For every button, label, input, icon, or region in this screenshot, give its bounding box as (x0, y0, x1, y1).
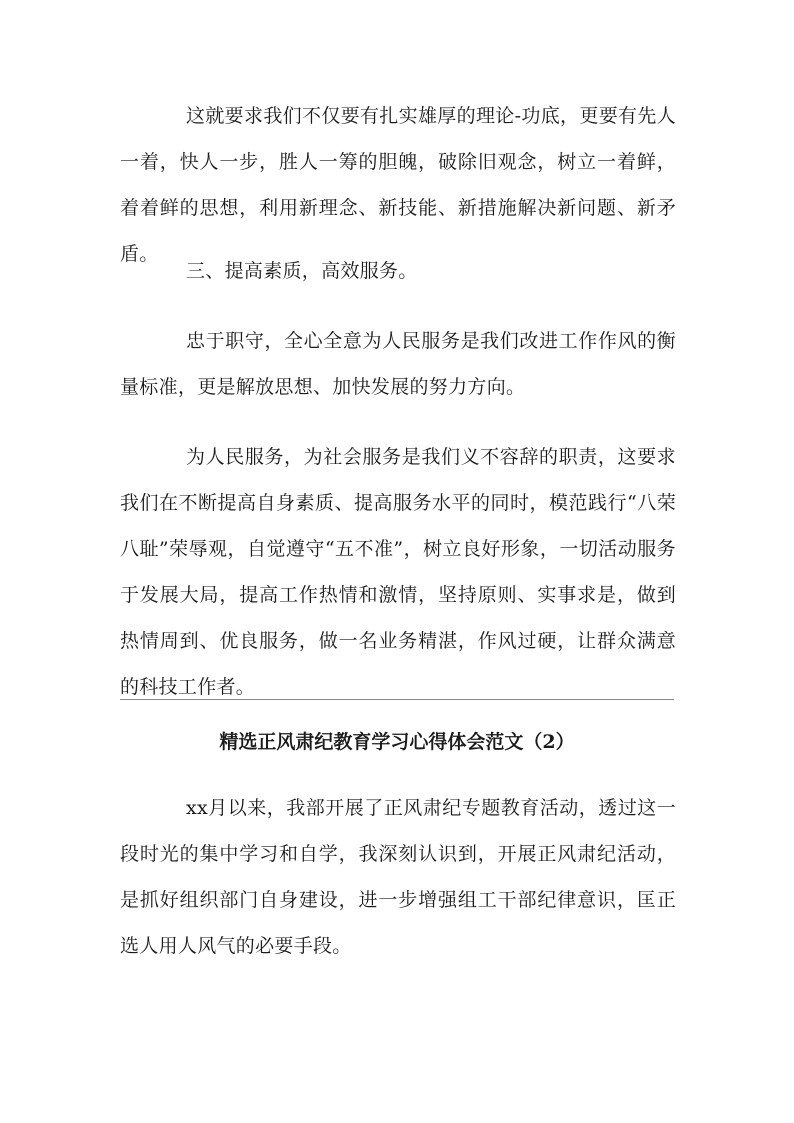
article-title: 精选正风肃纪教育学习心得体会范文（2） (219, 731, 575, 753)
body-paragraph: 忠于职守，全心全意为人民服务是我们改进工作作风的衡量标准，更是解放思想、加快发展的努力方向。 (120, 330, 676, 398)
body-paragraph: 这就要求我们不仅要有扎实雄厚的理论-功底，更要有先人一着，快人一步，胜人一筹的胆魄，破除旧观念，树立一着鲜，着着鲜的思想，利用新理念、新技能、新措施解决新问题、新矛盾。 (120, 105, 676, 265)
body-paragraph: xx月以来，我部开展了正风肃纪专题教育活动，透过这一段时光的集中学习和自学，我深刻认识到，开展正风肃纪活动，是抓好组织部门自身建设，进一步增强组工干部纪律意识，匡正选人用人风气的必要手段。 (120, 797, 676, 957)
section-divider (120, 699, 674, 700)
body-paragraph: 为人民服务，为社会服务是我们义不容辞的职责，这要求我们在不断提高自身素质、提高服务水平的同时，模范践行“八荣八耻”荣辱观，自觉遵守“五不准”，树立良好形象，一切活动服务于发展大局，提高工作热情和激情，坚持原则、实事求是，做到热情周到、优良服务，做一名业务精湛，作风过硬，让群众满意的科技工作者。 (120, 446, 676, 698)
section-subheading: 三、提高素质，高效服务。 (186, 260, 418, 282)
